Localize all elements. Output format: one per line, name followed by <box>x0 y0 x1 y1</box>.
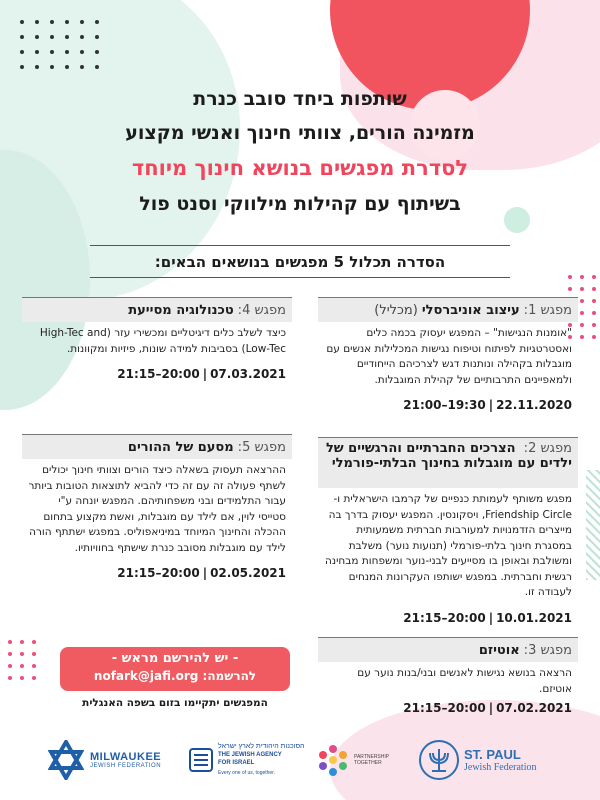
milwaukee-name: MILWAUKEE <box>90 751 162 763</box>
session-time: 20:00–21:15 <box>403 610 486 625</box>
milwaukee-federation-logo <box>48 735 161 785</box>
registration-contact <box>60 669 290 683</box>
zoom-language-note: המפגשים יתקיימו בזום בשפה האנגלית <box>82 697 268 709</box>
session-datetime: 22.11.2020|19:30–21:00 <box>403 398 572 412</box>
partnership-star-icon <box>316 743 350 777</box>
session-date: 10.01.2021 <box>496 610 572 625</box>
menorah-icon <box>418 739 460 781</box>
session-card-3 <box>318 637 578 715</box>
session-title-3 <box>318 637 578 662</box>
partnership-line-1: PARTNERSHIP <box>354 754 390 760</box>
session-label: מפגש 5: <box>237 439 286 455</box>
header-line-2: מזמינה הורים, צוותי חינוך ואנשי מקצוע <box>125 122 475 144</box>
session-card-2 <box>318 437 578 625</box>
session-datetime: 02.05.2021|20:00–21:15 <box>117 566 286 580</box>
registration-box <box>60 647 290 691</box>
star-of-david-icon <box>48 740 84 780</box>
session-card-1 <box>318 297 578 412</box>
session-title-2 <box>318 437 578 488</box>
session-card-4 <box>22 297 292 381</box>
session-subtitle: (מכליל) <box>374 302 418 318</box>
partnership-together-logo <box>316 735 389 785</box>
registration-email-link[interactable]: nofark@jafi.org <box>93 669 199 683</box>
header-line-1: שותפות ביחד סובב כנרת <box>193 88 407 110</box>
registration-heading: - יש להירשם מראש - <box>111 651 239 666</box>
session-datetime: 07.03.2021|20:00–21:15 <box>117 367 286 381</box>
session-card-5 <box>22 434 292 580</box>
divider-top <box>90 245 510 246</box>
session-date: 22.11.2020 <box>496 398 572 412</box>
st-paul-federation-logo <box>418 735 537 785</box>
session-label: מפגש 3: <box>523 642 572 658</box>
stpaul-name: ST. PAUL <box>464 747 521 762</box>
partnership-line-2: TOGETHER <box>354 760 382 766</box>
session-time: 20:00–21:15 <box>117 367 200 381</box>
jafi-english-line-2: FOR ISRAEL <box>218 760 255 766</box>
jafi-tagline: Every one of us, together. <box>218 770 275 776</box>
session-name: מסעם של ההורים <box>127 439 234 455</box>
session-name: הצרכים החברתיים והרגשיים של <box>325 441 516 456</box>
session-datetime: 10.01.2021|20:00–21:15 <box>403 610 572 625</box>
session-title-5 <box>22 434 292 459</box>
session-datetime: 07.02.2021|20:00–21:15 <box>403 701 572 715</box>
jafi-english-line-1: THE JEWISH AGENCY <box>218 752 282 758</box>
registration-label: להרשמה: <box>202 669 257 683</box>
dot-grid-decoration <box>20 20 99 69</box>
stpaul-federation: Jewish Federation <box>464 762 537 773</box>
session-label: מפגש 4: <box>237 302 286 318</box>
session-title-4 <box>22 297 292 322</box>
header-line-3: לסדרת מפגשים בנושא חינוך מיוחד <box>131 156 469 180</box>
session-time: 19:30–21:00 <box>403 398 486 412</box>
session-title-1 <box>318 297 578 322</box>
session-description: "אומנות הנגישות" – המפגש יעסוק בכמה כלים ואסטרטגיות לפיתוח וטיפוח נגישות המכלילות אנשים עם מוגבלות בקהילה ונותנות דגש לצרכיהם הייחודיים ולמאפיינים התרבותיים של קהילת המוגבלות. <box>326 327 572 386</box>
session-date: 07.03.2021 <box>210 367 286 381</box>
milwaukee-federation: JEWISH FEDERATION <box>90 763 162 769</box>
pink-dot-grid-decoration-left <box>8 640 36 680</box>
jafi-hebrew-name: הסוכנות היהודית לארץ ישראל <box>218 743 305 750</box>
session-name-line-2: ילדים עם מוגבלות בחינוך הבלתי-פורמלי <box>331 456 572 471</box>
session-time: 20:00–21:15 <box>117 566 200 580</box>
header-line-4: בשיתוף עם קהילות מילווקי וסנט פול <box>139 193 461 215</box>
session-name: אוטיזם <box>478 642 520 658</box>
session-date: 07.02.2021 <box>496 701 572 715</box>
jewish-agency-emblem-icon <box>188 745 214 775</box>
session-name: טכנולוגיה מסייעת <box>128 302 234 318</box>
jewish-agency-logo <box>188 735 305 785</box>
session-date: 02.05.2021 <box>210 566 286 580</box>
hatch-decoration <box>586 470 600 580</box>
session-label: מפגש 2: <box>523 441 572 456</box>
session-label: מפגש 1: <box>523 302 572 318</box>
divider-bottom <box>90 277 510 278</box>
session-description: הרצאה בנושא נגישות לאנשים ובני/בנות נוער עם אוטיזם. <box>357 667 572 695</box>
session-description: כיצד לשלב כלים דיגיטליים ומכשירי עזר (High-Tec and Low-Tec) בסביבות למידה שונות, פיזיות ומקוונות. <box>39 327 286 355</box>
session-name: עיצוב אוניברסלי <box>421 302 520 318</box>
session-description: ההרצאה תעסוק בשאלה כיצד הורים וצוותי חינוך יכולים לשתף פעולה זה עם זה כדי להביא לתוצאות הטובות ביותר עבור התלמידים ובני משפחותיהם. המפגש יונחה ע"י סטייסי לוין, אם לילד עם מוגבלות, ואשת מקצוע בתחום ההכלה והחינוך המיוחד במיניאפוליס. במפגש ישתתף הורה לילד עם מוגבלות מסובב כנרת שישתף בחוויותיו. <box>28 464 286 554</box>
session-description: מפגש משותף לעמותת כנפיים של קרמבו הישראלית ו- Friendship Circle, ויסקונסין. המפגש יעסוק בדרך בה מייצרים הזדמנויות למעורבות חברתית משמעותית במסגרת חינוך בלתי-פורמלי (תנועות נוער) משלבת ומשולבת ובאופן בו מסייעים לבני-נוער ומשפחות מבחינה רגשית וחברתית. במפגש ישותפו העקרונות המנחים לעבודה זו. <box>325 493 572 598</box>
session-time: 20:00–21:15 <box>403 701 486 715</box>
series-title: הסדרה תכלול 5 מפגשים בנושאים הבאים: <box>154 253 446 271</box>
